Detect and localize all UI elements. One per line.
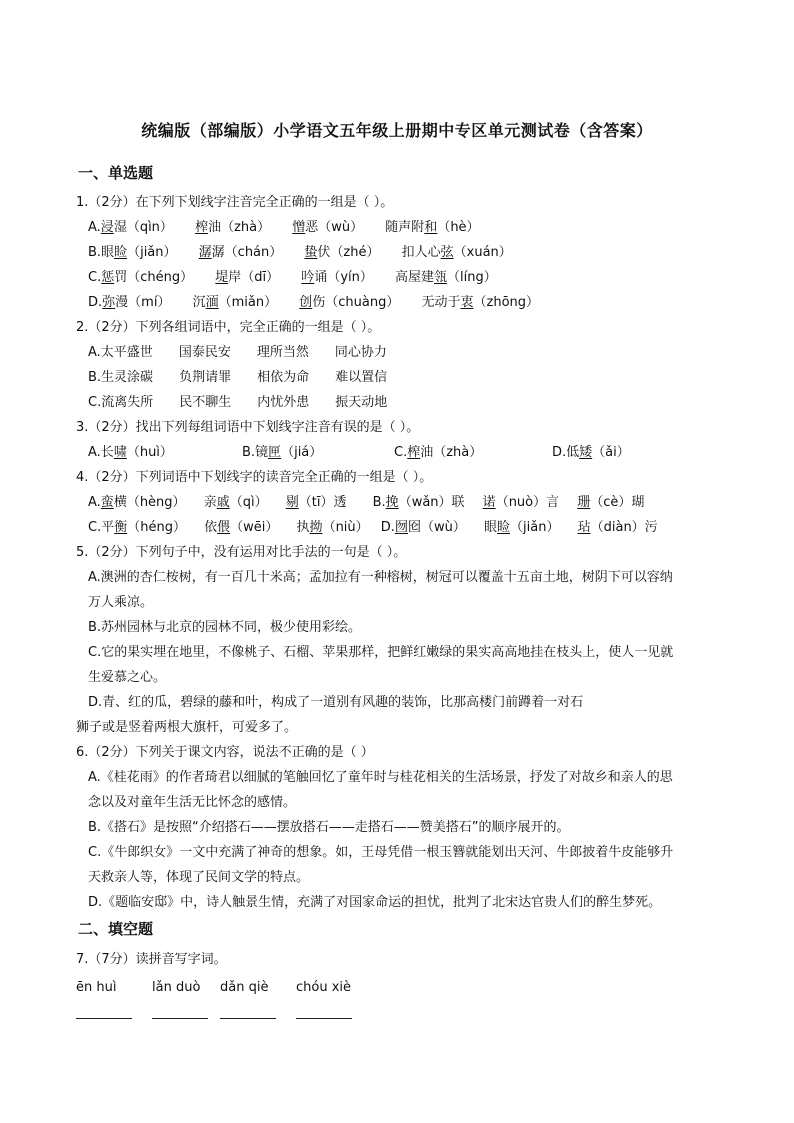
q5-option-b: B.苏州园林与北京的园林不同，极少使用彩绘。 bbox=[88, 620, 362, 635]
q2-option-c bbox=[88, 394, 387, 412]
word-rest: C. bbox=[394, 445, 408, 460]
word-rest: （jiǎn） bbox=[127, 245, 177, 260]
word: 振天动地 bbox=[335, 395, 388, 410]
word: B.生灵涂碳 bbox=[88, 370, 154, 385]
word-rest: （miǎn） bbox=[218, 295, 278, 310]
opt-label: B. bbox=[372, 495, 386, 510]
underlined-char: 戚 bbox=[216, 495, 230, 510]
q6-option-b: B.《搭石》是按照“介绍搭石——摆放搭石——走搭石——赞美搭石”的顺序展开的。 bbox=[88, 820, 570, 835]
underlined-char: 蛮 bbox=[100, 495, 114, 510]
word: 民不聊生 bbox=[179, 395, 232, 410]
word-rest: 油（zhà） bbox=[420, 445, 483, 460]
q6-option-c-line2: 天救亲人等，体现了民间文学的特点。 bbox=[88, 870, 310, 885]
question-1-stem: 1.（2分）在下列下划线字注音完全正确的一组是（ ）。 bbox=[76, 195, 394, 210]
word-rest: 诵（yín） bbox=[314, 270, 373, 285]
word-rest: （líng） bbox=[447, 270, 497, 285]
q6-option-a-line2: 念以及对童年生活无比怀念的感情。 bbox=[88, 795, 297, 810]
underlined-char: 玷 bbox=[577, 520, 591, 535]
word-rest: 执 bbox=[296, 520, 310, 535]
opt-label: C. bbox=[88, 270, 102, 285]
word-rest: 眼 bbox=[483, 520, 497, 535]
q5-option-a-line2: 万人乘凉。 bbox=[88, 595, 154, 610]
word-rest: 沉 bbox=[192, 295, 206, 310]
q3-options bbox=[88, 444, 630, 462]
section-heading-fill-blank: 二、填空题 bbox=[78, 920, 154, 938]
pinyin-2: lǎn duò bbox=[152, 980, 201, 995]
q1-option-a bbox=[88, 219, 480, 237]
q4-options-row-1 bbox=[88, 494, 644, 512]
pinyin-3: dǎn qiè bbox=[220, 980, 269, 995]
word: 理所当然 bbox=[256, 345, 309, 360]
underlined-char: 蛰 bbox=[304, 245, 318, 260]
q5-option-d-line1: D.青、红的瓜，碧绿的藤和叶，构成了一道别有风趣的装饰，比那高楼门前蹲着一对石 bbox=[88, 695, 584, 710]
word: 内忧外患 bbox=[257, 395, 310, 410]
answer-blank-2[interactable] bbox=[152, 1018, 208, 1019]
question-3-stem: 3.（2分）找出下列每组词语中下划线字注音有误的是（ ）。 bbox=[76, 420, 420, 435]
underlined-char: 和 bbox=[424, 220, 438, 235]
underlined-char: 睑 bbox=[497, 520, 511, 535]
underlined-char: 憎 bbox=[292, 220, 306, 235]
q2-option-a bbox=[88, 344, 387, 362]
opt-label: A. bbox=[88, 495, 101, 510]
q6-option-d: D.《题临安邸》中，诗人触景生情，充满了对国家命运的担忧，批判了北宋达官贵人们的醉生梦死。 bbox=[88, 895, 662, 910]
q6-option-c-line1: C.《牛郎织女》一文中充满了神奇的想象。如，王母凭借一根玉簪就能划出天河、牛郎披着牛皮能够升 bbox=[88, 845, 674, 860]
word-rest: 伤（chuàng） bbox=[312, 295, 400, 310]
word-rest: （héng） bbox=[127, 520, 186, 535]
word-rest: 高屋建 bbox=[395, 270, 435, 285]
word-rest: 岸（dī） bbox=[228, 270, 280, 285]
underlined-char: 榨 bbox=[195, 220, 209, 235]
underlined-char: 诺 bbox=[482, 495, 496, 510]
word-rest: 湿（qìn） bbox=[113, 220, 173, 235]
underlined-char: 睑 bbox=[114, 245, 128, 260]
underlined-char: 瓴 bbox=[434, 270, 448, 285]
word-rest: 恶（wù） bbox=[305, 220, 364, 235]
word-rest: （xuán） bbox=[453, 245, 512, 260]
underlined-char: 拗 bbox=[309, 520, 323, 535]
q1-option-d bbox=[88, 294, 539, 312]
underlined-char: 吟 bbox=[301, 270, 315, 285]
underlined-char: 堤 bbox=[215, 270, 229, 285]
underlined-char: 囫 bbox=[394, 520, 408, 535]
answer-blank-3[interactable] bbox=[220, 1018, 276, 1019]
section-heading-single-choice: 一、单选题 bbox=[78, 164, 154, 182]
underlined-char: 湎 bbox=[205, 295, 219, 310]
word-rest: 油（zhà） bbox=[208, 220, 271, 235]
question-6-stem: 6.（2分）下列关于课文内容，说法不正确的是（ ） bbox=[76, 745, 374, 760]
q4-options-row-2 bbox=[88, 519, 658, 537]
question-4-stem: 4.（2分）下列词语中下划线字的读音完全正确的一组是（ ）。 bbox=[76, 470, 433, 485]
underlined-char: 榨 bbox=[407, 445, 421, 460]
underlined-char: 矮 bbox=[579, 445, 593, 460]
underlined-char: 惩 bbox=[101, 270, 115, 285]
opt-label: D. bbox=[380, 520, 395, 535]
underlined-char: 弦 bbox=[440, 245, 454, 260]
word-rest: （wǎn）联 bbox=[398, 495, 465, 510]
question-7-stem: 7.（7分）读拼音写字词。 bbox=[76, 952, 227, 967]
underlined-char: 挽 bbox=[385, 495, 399, 510]
q5-option-a-line1: A.澳洲的杏仁桉树，有一百几十米高；孟加拉有一种榕树，树冠可以覆盖十五亩土地，树阴下可以容纳 bbox=[88, 570, 673, 585]
underlined-char: 珊 bbox=[577, 495, 591, 510]
q6-option-a-line1: A.《桂花雨》的作者琦君以细腻的笔触回忆了童年时与桂花相关的生活场景，抒发了对故乡和亲人的思 bbox=[88, 770, 673, 785]
word-rest: 亲 bbox=[203, 495, 217, 510]
word-rest: 潺（chán） bbox=[211, 245, 283, 260]
word: 难以置信 bbox=[335, 370, 388, 385]
word: A.太平盛世 bbox=[88, 345, 153, 360]
answer-blank-1[interactable] bbox=[76, 1018, 132, 1019]
word-rest: 随声附 bbox=[385, 220, 425, 235]
opt-label: A. bbox=[88, 220, 101, 235]
word-rest: 横（hèng） bbox=[113, 495, 186, 510]
word: 负荆请罪 bbox=[179, 370, 232, 385]
opt-label: B.眼 bbox=[88, 245, 115, 260]
word-rest: （niù） bbox=[322, 520, 369, 535]
q7-pinyin-row bbox=[76, 979, 351, 997]
word-rest: （ǎi） bbox=[592, 445, 630, 460]
word-rest: 依 bbox=[204, 520, 218, 535]
q2-option-b bbox=[88, 369, 387, 387]
word-rest: （huì） bbox=[126, 445, 173, 460]
underlined-char: 衡 bbox=[114, 520, 128, 535]
question-5-stem: 5.（2分）下列句子中，没有运用对比手法的一句是（ ）。 bbox=[76, 545, 407, 560]
word-rest: （qì） bbox=[229, 495, 268, 510]
word-rest: 无动于 bbox=[421, 295, 461, 310]
q1-option-b bbox=[88, 244, 512, 262]
underlined-char: 匣 bbox=[268, 445, 282, 460]
pinyin-4: chóu xiè bbox=[296, 980, 352, 995]
underlined-char: 潺 bbox=[198, 245, 212, 260]
page-title: 统编版（部编版）小学语文五年级上册期中专区单元测试卷（含答案） bbox=[141, 121, 653, 140]
word-rest: 罚（chéng） bbox=[114, 270, 194, 285]
q1-option-c bbox=[88, 269, 497, 287]
word-rest: 扣人心 bbox=[401, 245, 441, 260]
underlined-char: 创 bbox=[299, 295, 313, 310]
opt-label: D. bbox=[88, 295, 103, 310]
word: C.流离失所 bbox=[88, 395, 154, 410]
word-rest: D.低 bbox=[552, 445, 580, 460]
underlined-char: 弥 bbox=[102, 295, 116, 310]
opt-label: C.平 bbox=[88, 520, 115, 535]
word: 相依为命 bbox=[257, 370, 310, 385]
underlined-char: 偎 bbox=[217, 520, 231, 535]
word-rest: B.镜 bbox=[242, 445, 269, 460]
word-rest: 囵（wù） bbox=[407, 520, 466, 535]
pinyin-1: ēn huì bbox=[76, 980, 117, 995]
underlined-char: 浸 bbox=[100, 220, 114, 235]
q5-option-d-line2: 狮子或是竖着两根大旗杆，可爱多了。 bbox=[76, 720, 298, 735]
word-rest: （zhōng） bbox=[473, 295, 540, 310]
word-rest: （cè）瑚 bbox=[590, 495, 645, 510]
word-rest: （jiá） bbox=[281, 445, 323, 460]
q5-option-c-line2: 生爱慕之心。 bbox=[88, 670, 167, 685]
word-rest: A.长 bbox=[88, 445, 114, 460]
underlined-char: 啸 bbox=[113, 445, 127, 460]
word-rest: 漫（mí） bbox=[115, 295, 171, 310]
answer-blank-4[interactable] bbox=[296, 1018, 352, 1019]
underlined-char: 剔 bbox=[285, 495, 299, 510]
word-rest: （wēi） bbox=[230, 520, 279, 535]
word-rest: （jiǎn） bbox=[510, 520, 560, 535]
word-rest: （hè） bbox=[437, 220, 480, 235]
word: 国泰民安 bbox=[178, 345, 231, 360]
word-rest: （diàn）污 bbox=[590, 520, 658, 535]
word-rest: （nuò）言 bbox=[495, 495, 560, 510]
q5-option-c-line1: C.它的果实埋在地里，不像桃子、石榴、苹果那样，把鲜红嫩绿的果实高高地挂在枝头上，使人一见就 bbox=[88, 645, 674, 660]
question-2-stem: 2.（2分）下列各组词语中，完全正确的一组是（ ）。 bbox=[76, 320, 381, 335]
word: 同心协力 bbox=[334, 345, 387, 360]
word-rest: （tī）透 bbox=[298, 495, 347, 510]
word-rest: 伏（zhé） bbox=[317, 245, 380, 260]
underlined-char: 衷 bbox=[460, 295, 474, 310]
